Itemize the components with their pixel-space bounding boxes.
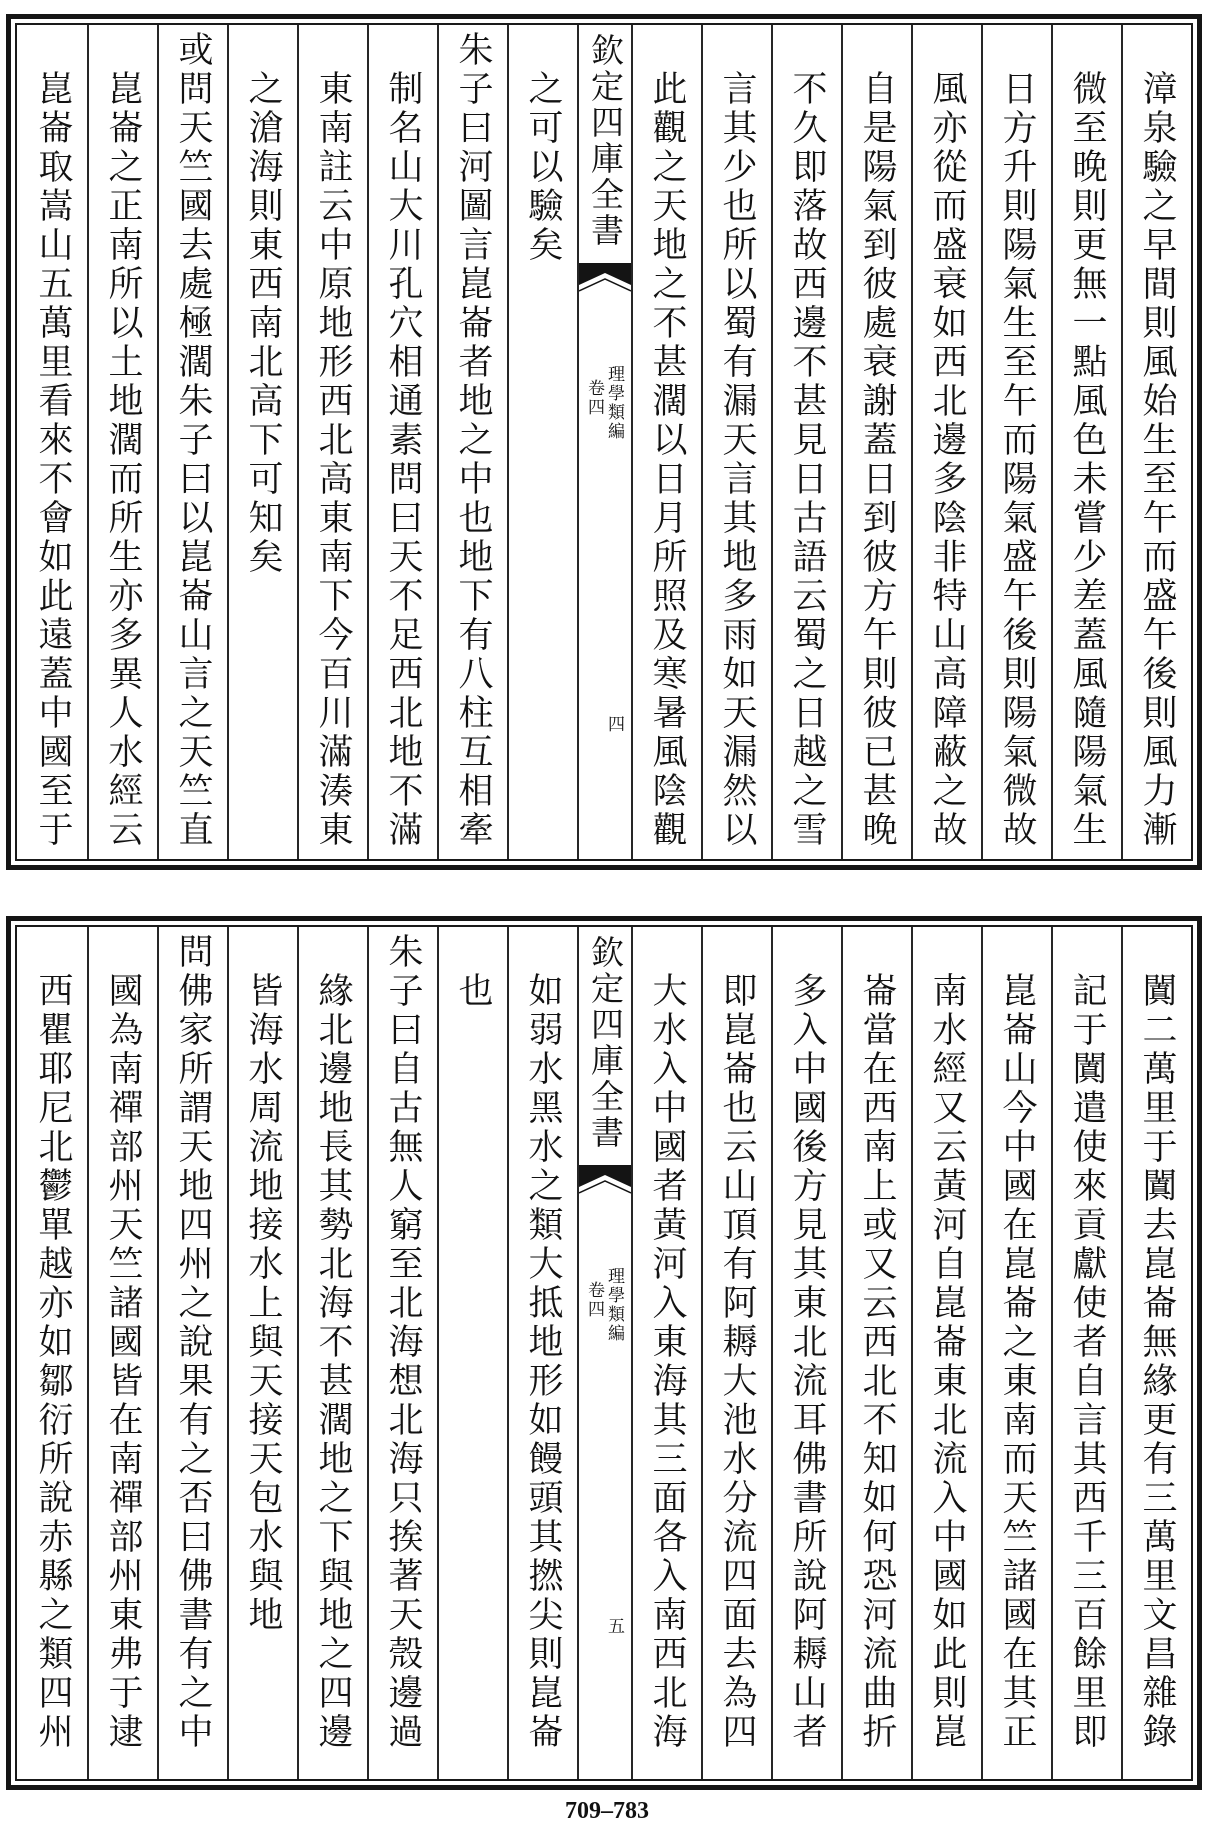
column-text: 大水入中國者黃河入東海其三面各入南西北海 xyxy=(647,972,687,1752)
column-text: 風亦從而盛衰如西北邊多陰非特山高障蔽之故 xyxy=(927,70,967,850)
strip-volume: 卷四 xyxy=(584,379,604,417)
text-column xyxy=(1051,25,1121,859)
text-column xyxy=(507,927,577,1779)
text-column xyxy=(631,927,701,1779)
column-text: 也 xyxy=(453,972,493,1011)
text-column xyxy=(227,25,297,859)
text-column xyxy=(157,25,227,859)
text-column xyxy=(227,927,297,1779)
column-text: 東南註云中原地形西北高東南下今百川滿湊東 xyxy=(313,70,353,850)
text-column xyxy=(437,927,507,1779)
text-column xyxy=(367,25,437,859)
text-column xyxy=(701,927,771,1779)
column-text: 言其少也所以蜀有漏天言其地多雨如天漏然以 xyxy=(717,70,757,850)
text-column xyxy=(157,927,227,1779)
column-text: 漳泉驗之早間則風始生至午而盛午後則風力漸 xyxy=(1137,70,1177,850)
strip-book-title: 理學類編 xyxy=(604,365,624,441)
column-text: 皆海水周流地接水上與天接天包水與地 xyxy=(243,972,283,1635)
text-column xyxy=(1121,25,1191,859)
text-column xyxy=(87,25,157,859)
column-text: 闐二萬里于闐去崑崙無緣更有三萬里文昌雜錄 xyxy=(1137,972,1177,1752)
column-text: 記于闐遣使來貢獻使者自言其西千三百餘里即 xyxy=(1067,972,1107,1752)
column-text: 之滄海則東西南北高下可知矣 xyxy=(243,70,283,577)
text-column xyxy=(911,927,981,1779)
strip-folio-number: 四 xyxy=(604,715,624,734)
column-text: 朱子曰自古無人窮至北海想北海只挨著天殼邊過 xyxy=(383,933,423,1752)
text-column xyxy=(437,25,507,859)
column-text: 制名山大川孔穴相通素問曰天不足西北地不滿 xyxy=(383,70,423,850)
text-column xyxy=(1121,927,1191,1779)
column-text: 多入中國後方見其東北流耳佛書所說阿耨山者 xyxy=(787,972,827,1752)
text-column xyxy=(367,927,437,1779)
text-column xyxy=(297,25,367,859)
column-text: 朱子曰河圖言崑崙者地之中也地下有八柱互相牽 xyxy=(453,31,493,850)
text-column xyxy=(771,927,841,1779)
strip-volume: 卷四 xyxy=(584,1281,604,1319)
page-label: 709–783 xyxy=(565,1798,649,1824)
center-strip xyxy=(577,25,631,859)
column-text: 問佛家所謂天地四州之說果有之否曰佛書有之中 xyxy=(173,933,213,1752)
text-column xyxy=(507,25,577,859)
column-text: 緣北邊地長其勢北海不甚濶地之下與地之四邊 xyxy=(313,972,353,1752)
column-text: 不久即落故西邊不甚見日古語云蜀之日越之雪 xyxy=(787,70,827,850)
text-column xyxy=(841,25,911,859)
column-text: 崑崙取嵩山五萬里看來不會如此遠蓋中國至于 xyxy=(33,70,73,850)
text-column xyxy=(17,927,87,1779)
column-text: 微至晚則更無一點風色未嘗少差蓋風隨陽氣生 xyxy=(1067,70,1107,850)
text-column xyxy=(87,927,157,1779)
column-text: 如弱水黑水之類大抵地形如饅頭其撚尖則崑崙 xyxy=(523,972,563,1752)
column-text: 或問天竺國去處極濶朱子曰以崑崙山言之天竺直 xyxy=(173,31,213,850)
text-frame xyxy=(15,925,1193,1781)
column-text: 之可以驗矣 xyxy=(523,70,563,265)
text-column xyxy=(297,927,367,1779)
column-text: 崑崙之正南所以土地濶而所生亦多異人水經云 xyxy=(103,70,143,850)
page-panel-bottom xyxy=(6,916,1202,1790)
text-frame xyxy=(15,23,1193,861)
column-text: 崑崙山今中國在崑崙之東南而天竺諸國在其正 xyxy=(997,972,1037,1752)
column-text: 南水經又云黃河自崑崙東北流入中國如此則崑 xyxy=(927,972,967,1752)
text-column xyxy=(911,25,981,859)
column-text: 自是陽氣到彼處衰謝蓋日到彼方午則彼已甚晚 xyxy=(857,70,897,850)
text-column xyxy=(841,927,911,1779)
strip-title: 欽定四庫全書 xyxy=(586,935,625,1151)
text-column xyxy=(981,25,1051,859)
column-text: 西瞿耶尼北鬱單越亦如鄒衍所說赤縣之類四州 xyxy=(33,972,73,1752)
fish-tail-mark xyxy=(579,263,631,297)
fish-tail-mark xyxy=(579,1165,631,1199)
text-column xyxy=(1051,927,1121,1779)
column-text: 日方升則陽氣生至午而陽氣盛午後則陽氣微故 xyxy=(997,70,1037,850)
strip-book-title: 理學類編 xyxy=(604,1267,624,1343)
column-text: 此觀之天地之不甚濶以日月所照及寒暑風陰觀 xyxy=(647,70,687,850)
center-strip xyxy=(577,927,631,1779)
text-column xyxy=(701,25,771,859)
strip-folio-number: 五 xyxy=(604,1617,624,1636)
column-text: 即崑崙也云山頂有阿耨大池水分流四面去為四 xyxy=(717,972,757,1752)
column-text: 國為南禪部州天竺諸國皆在南禪部州東弗于逮 xyxy=(103,972,143,1752)
text-column xyxy=(981,927,1051,1779)
page-panel-top xyxy=(6,14,1202,870)
text-column xyxy=(631,25,701,859)
strip-title: 欽定四庫全書 xyxy=(586,33,625,249)
text-column xyxy=(771,25,841,859)
column-text: 崙當在西南上或又云西北不知如何恐河流曲折 xyxy=(857,972,897,1752)
text-column xyxy=(17,25,87,859)
